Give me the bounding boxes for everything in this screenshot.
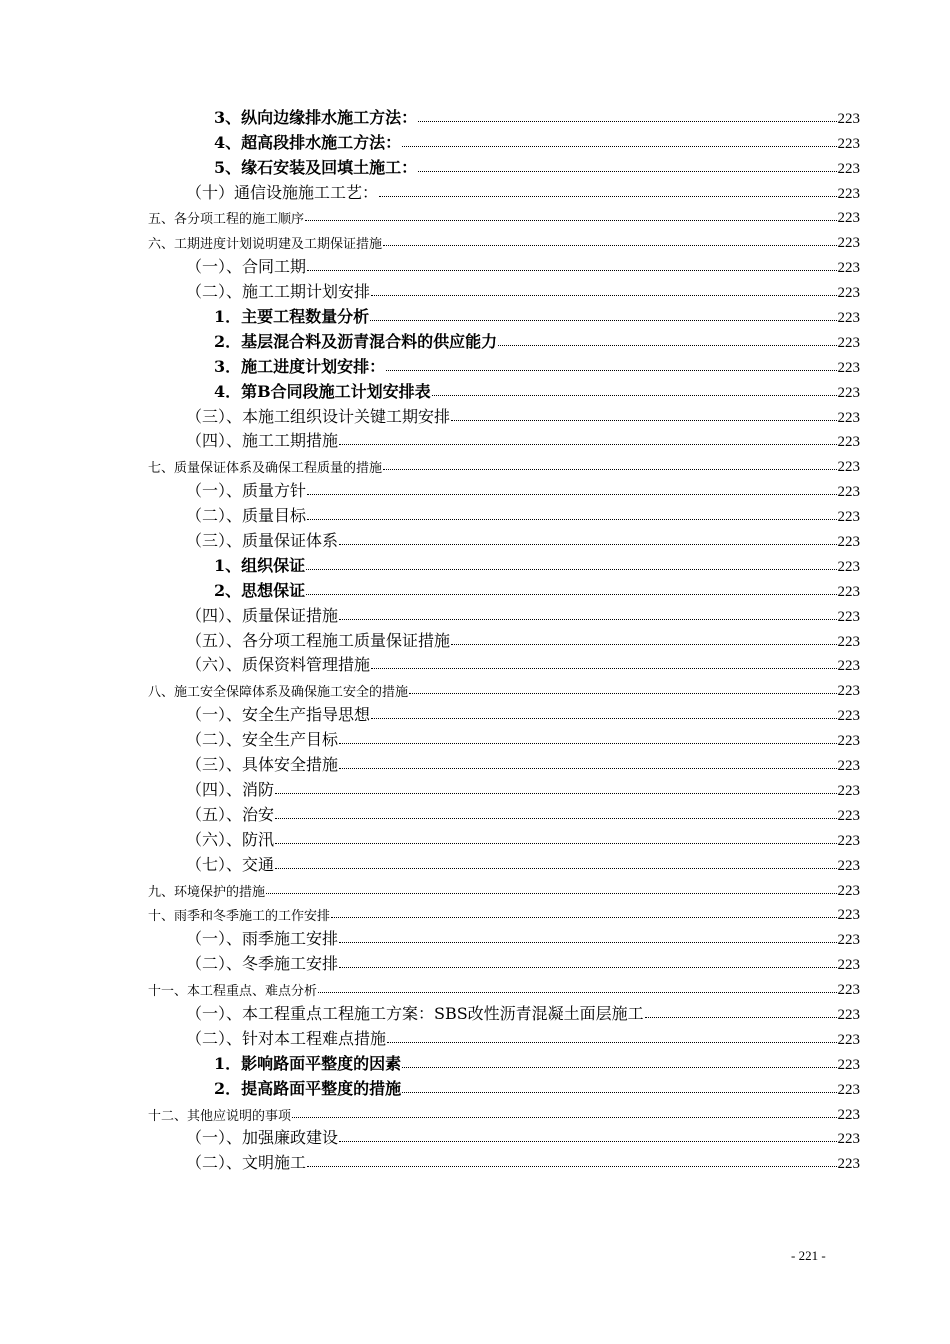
toc-entry-page: 223: [837, 285, 860, 302]
toc-entry[interactable]: [148, 900, 860, 925]
toc-entry[interactable]: [148, 451, 860, 476]
toc-entry[interactable]: [148, 551, 860, 576]
toc-entry-page: 223: [837, 907, 860, 924]
toc-entry-title: 六、工期进度计划说明建及工期保证措施: [148, 237, 383, 253]
toc-entry-title: （六）、防汛: [186, 829, 275, 849]
toc-entry-title: 2、思想保证: [214, 580, 306, 600]
toc-dot-leader: [418, 121, 836, 122]
toc-entry-title: 1．主要工程数量分析: [214, 307, 370, 327]
toc-entry[interactable]: [148, 476, 860, 501]
toc-entry-page: 223: [837, 1106, 860, 1123]
toc-dot-leader: [292, 1117, 836, 1118]
toc-entry-page: 223: [837, 1031, 860, 1048]
toc-entry[interactable]: [148, 302, 860, 327]
toc-entry-title: （四）、消防: [186, 779, 275, 799]
toc-entry[interactable]: [148, 700, 860, 725]
toc-entry-title: 七、质量保证体系及确保工程质量的措施: [148, 461, 383, 477]
toc-dot-leader: [339, 1141, 836, 1142]
toc-entry-title: （四）、施工工期措施: [186, 431, 339, 451]
toc-entry[interactable]: [148, 601, 860, 626]
toc-entry-title: （三）、质量保证体系: [186, 531, 339, 551]
toc-dot-leader: [387, 1042, 836, 1043]
toc-entry[interactable]: [148, 103, 860, 128]
toc-entry[interactable]: [148, 1024, 860, 1049]
toc-entry-page: 223: [837, 459, 860, 476]
toc-dot-leader: [498, 345, 836, 346]
toc-dot-leader: [331, 917, 836, 918]
toc-entry-page: 223: [837, 1156, 860, 1173]
toc-entry-title: 十二、其他应说明的事项: [148, 1108, 292, 1124]
toc-entry-page: 223: [837, 310, 860, 327]
toc-entry-title: （一）、合同工期: [186, 257, 307, 277]
toc-entry-title: （二）、质量目标: [186, 506, 307, 526]
toc-entry-title: （二）、针对本工程难点措施: [186, 1028, 387, 1048]
toc-entry-page: 223: [837, 534, 860, 551]
toc-dot-leader: [402, 1092, 836, 1093]
toc-dot-leader: [307, 1166, 836, 1167]
toc-dot-leader: [371, 295, 836, 296]
toc-entry-page: 223: [837, 359, 860, 376]
toc-entry-page: 223: [837, 110, 860, 127]
toc-entry[interactable]: [148, 850, 860, 875]
toc-entry[interactable]: [148, 501, 860, 526]
toc-entry-title: 5、缘石安装及回填土施工：: [214, 157, 418, 177]
page-number: - 221 -: [791, 1248, 826, 1263]
toc-entry-title: （二）、施工工期计划安排: [186, 282, 371, 302]
toc-dot-leader: [339, 544, 836, 545]
toc-dot-leader: [451, 644, 836, 645]
toc-entry-title: 2．提高路面平整度的措施: [214, 1078, 402, 1098]
toc-entry-page: 223: [837, 260, 860, 277]
toc-entry[interactable]: [148, 227, 860, 252]
toc-dot-leader: [383, 469, 836, 470]
toc-entry-title: 八、施工安全保障体系及确保施工安全的措施: [148, 685, 409, 701]
toc-entry-page: 223: [837, 758, 860, 775]
toc-dot-leader: [275, 868, 836, 869]
toc-entry[interactable]: [148, 402, 860, 427]
toc-dot-leader: [379, 196, 836, 197]
toc-entry-title: （一）、加强廉政建设: [186, 1128, 339, 1148]
toc-entry[interactable]: [148, 576, 860, 601]
toc-dot-leader: [451, 420, 836, 421]
toc-entry-page: 223: [837, 509, 860, 526]
toc-entry[interactable]: [148, 128, 860, 153]
toc-entry[interactable]: [148, 203, 860, 228]
toc-entry-title: （十）通信设施施工工艺：: [186, 182, 379, 202]
toc-entry-page: 223: [837, 434, 860, 451]
toc-entry[interactable]: [148, 999, 860, 1024]
toc-entry-page: 223: [837, 633, 860, 650]
toc-entry-title: 4、超高段排水施工方法：: [214, 132, 402, 152]
toc-dot-leader: [339, 743, 836, 744]
toc-entry-page: 223: [837, 932, 860, 949]
toc-entry-title: 十一、本工程重点、难点分析: [148, 984, 318, 1000]
toc-dot-leader: [339, 619, 836, 620]
toc-entry[interactable]: [148, 427, 860, 452]
toc-dot-leader: [307, 494, 836, 495]
toc-dot-leader: [339, 967, 836, 968]
toc-entry-page: 223: [837, 982, 860, 999]
toc-entry-title: （七）、交通: [186, 854, 275, 874]
toc-dot-leader: [339, 444, 836, 445]
toc-entry-title: （一）、质量方针: [186, 481, 307, 501]
toc-entry-page: 223: [837, 1131, 860, 1148]
toc-entry-page: 223: [837, 1081, 860, 1098]
toc-entry-page: 223: [837, 1056, 860, 1073]
toc-entry[interactable]: [148, 277, 860, 302]
toc-entry-title: 九、环境保护的措施: [148, 884, 266, 900]
toc-entry-page: 223: [837, 160, 860, 177]
toc-entry[interactable]: [148, 775, 860, 800]
toc-dot-leader: [402, 146, 836, 147]
toc-entry-title: （一）、本工程重点工程施工方案：SBS改性沥青混凝土面层施工: [186, 1003, 644, 1023]
toc-entry[interactable]: [148, 825, 860, 850]
toc-dot-leader: [383, 245, 836, 246]
toc-dot-leader: [645, 1017, 837, 1018]
toc-entry[interactable]: [148, 178, 860, 203]
toc-entry[interactable]: [148, 725, 860, 750]
toc-dot-leader: [305, 220, 836, 221]
toc-entry[interactable]: [148, 1099, 860, 1124]
toc-dot-leader: [402, 1067, 836, 1068]
toc-entry-title: （二）、文明施工: [186, 1153, 307, 1173]
toc-entry-title: （二）、冬季施工安排: [186, 954, 339, 974]
toc-entry-title: （五）、各分项工程施工质量保证措施: [186, 630, 451, 650]
toc-entry-page: 223: [837, 832, 860, 849]
toc-entry-page: 223: [837, 135, 860, 152]
toc-dot-leader: [371, 718, 836, 719]
toc-entry-title: （二）、安全生产目标: [186, 730, 339, 750]
toc-entry[interactable]: [148, 750, 860, 775]
toc-entry[interactable]: [148, 800, 860, 825]
toc-entry[interactable]: [148, 1074, 860, 1099]
toc-dot-leader: [370, 320, 836, 321]
toc-entry[interactable]: [148, 252, 860, 277]
toc-entry-title: （三）、具体安全措施: [186, 755, 339, 775]
toc-dot-leader: [275, 843, 836, 844]
toc-entry-title: 4．第B合同段施工计划安排表: [214, 381, 431, 401]
toc-entry-page: 223: [837, 1006, 860, 1023]
toc-entry[interactable]: [148, 626, 860, 651]
toc-entry[interactable]: [148, 526, 860, 551]
toc-entry-title: 五、各分项工程的施工顺序: [148, 212, 305, 228]
toc-entry-page: 223: [837, 185, 860, 202]
toc-entry[interactable]: [148, 352, 860, 377]
toc-entry-page: 223: [837, 782, 860, 799]
table-of-contents: [148, 103, 860, 1173]
toc-entry-page: 223: [837, 384, 860, 401]
toc-dot-leader: [371, 668, 836, 669]
toc-dot-leader: [307, 270, 836, 271]
toc-entry-page: 223: [837, 235, 860, 252]
toc-entry-title: 1．影响路面平整度的因素: [214, 1053, 402, 1073]
toc-dot-leader: [409, 693, 836, 694]
toc-dot-leader: [307, 519, 836, 520]
toc-entry[interactable]: [148, 974, 860, 999]
toc-entry[interactable]: [148, 327, 860, 352]
toc-entry-title: （五）、治安: [186, 804, 275, 824]
toc-entry-title: （一）、安全生产指导思想: [186, 705, 371, 725]
toc-dot-leader: [275, 793, 836, 794]
toc-entry-title: （六）、质保资料管理措施: [186, 655, 371, 675]
toc-entry[interactable]: [148, 1049, 860, 1074]
toc-dot-leader: [386, 370, 836, 371]
toc-dot-leader: [266, 893, 836, 894]
toc-entry-page: 223: [837, 882, 860, 899]
toc-entry[interactable]: [148, 377, 860, 402]
toc-entry-page: 223: [837, 583, 860, 600]
toc-dot-leader: [432, 395, 837, 396]
toc-dot-leader: [339, 768, 836, 769]
toc-dot-leader: [306, 594, 836, 595]
toc-entry-title: （四）、质量保证措施: [186, 605, 339, 625]
toc-entry[interactable]: [148, 1148, 860, 1173]
toc-dot-leader: [275, 818, 836, 819]
toc-entry-page: 223: [837, 733, 860, 750]
toc-entry-page: 223: [837, 334, 860, 351]
toc-entry-page: 223: [837, 708, 860, 725]
toc-entry-title: 十、雨季和冬季施工的工作安排: [148, 909, 331, 925]
toc-entry-title: 3、纵向边缘排水施工方法：: [214, 107, 418, 127]
toc-entry-page: 223: [837, 807, 860, 824]
toc-entry-page: 223: [837, 484, 860, 501]
toc-entry-title: （一）、雨季施工安排: [186, 929, 339, 949]
toc-entry-title: 2．基层混合料及沥青混合料的供应能力: [214, 331, 498, 351]
toc-entry[interactable]: [148, 675, 860, 700]
toc-dot-leader: [418, 171, 836, 172]
toc-entry[interactable]: [148, 924, 860, 949]
toc-dot-leader: [318, 992, 836, 993]
toc-entry[interactable]: [148, 949, 860, 974]
toc-entry-page: 223: [837, 409, 860, 426]
toc-entry-title: 3．施工进度计划安排：: [214, 356, 386, 376]
toc-entry[interactable]: [148, 651, 860, 676]
toc-dot-leader: [306, 569, 836, 570]
toc-entry-page: 223: [837, 683, 860, 700]
toc-entry[interactable]: [148, 875, 860, 900]
toc-entry-title: 1、组织保证: [214, 555, 306, 575]
toc-entry-page: 223: [837, 210, 860, 227]
toc-entry-page: 223: [837, 608, 860, 625]
toc-entry-page: 223: [837, 857, 860, 874]
toc-dot-leader: [339, 942, 836, 943]
toc-entry-page: 223: [837, 658, 860, 675]
toc-entry[interactable]: [148, 1124, 860, 1149]
toc-entry-title: （三）、本施工组织设计关键工期安排: [186, 406, 451, 426]
toc-entry[interactable]: [148, 153, 860, 178]
toc-entry-page: 223: [837, 558, 860, 575]
toc-entry-page: 223: [837, 957, 860, 974]
